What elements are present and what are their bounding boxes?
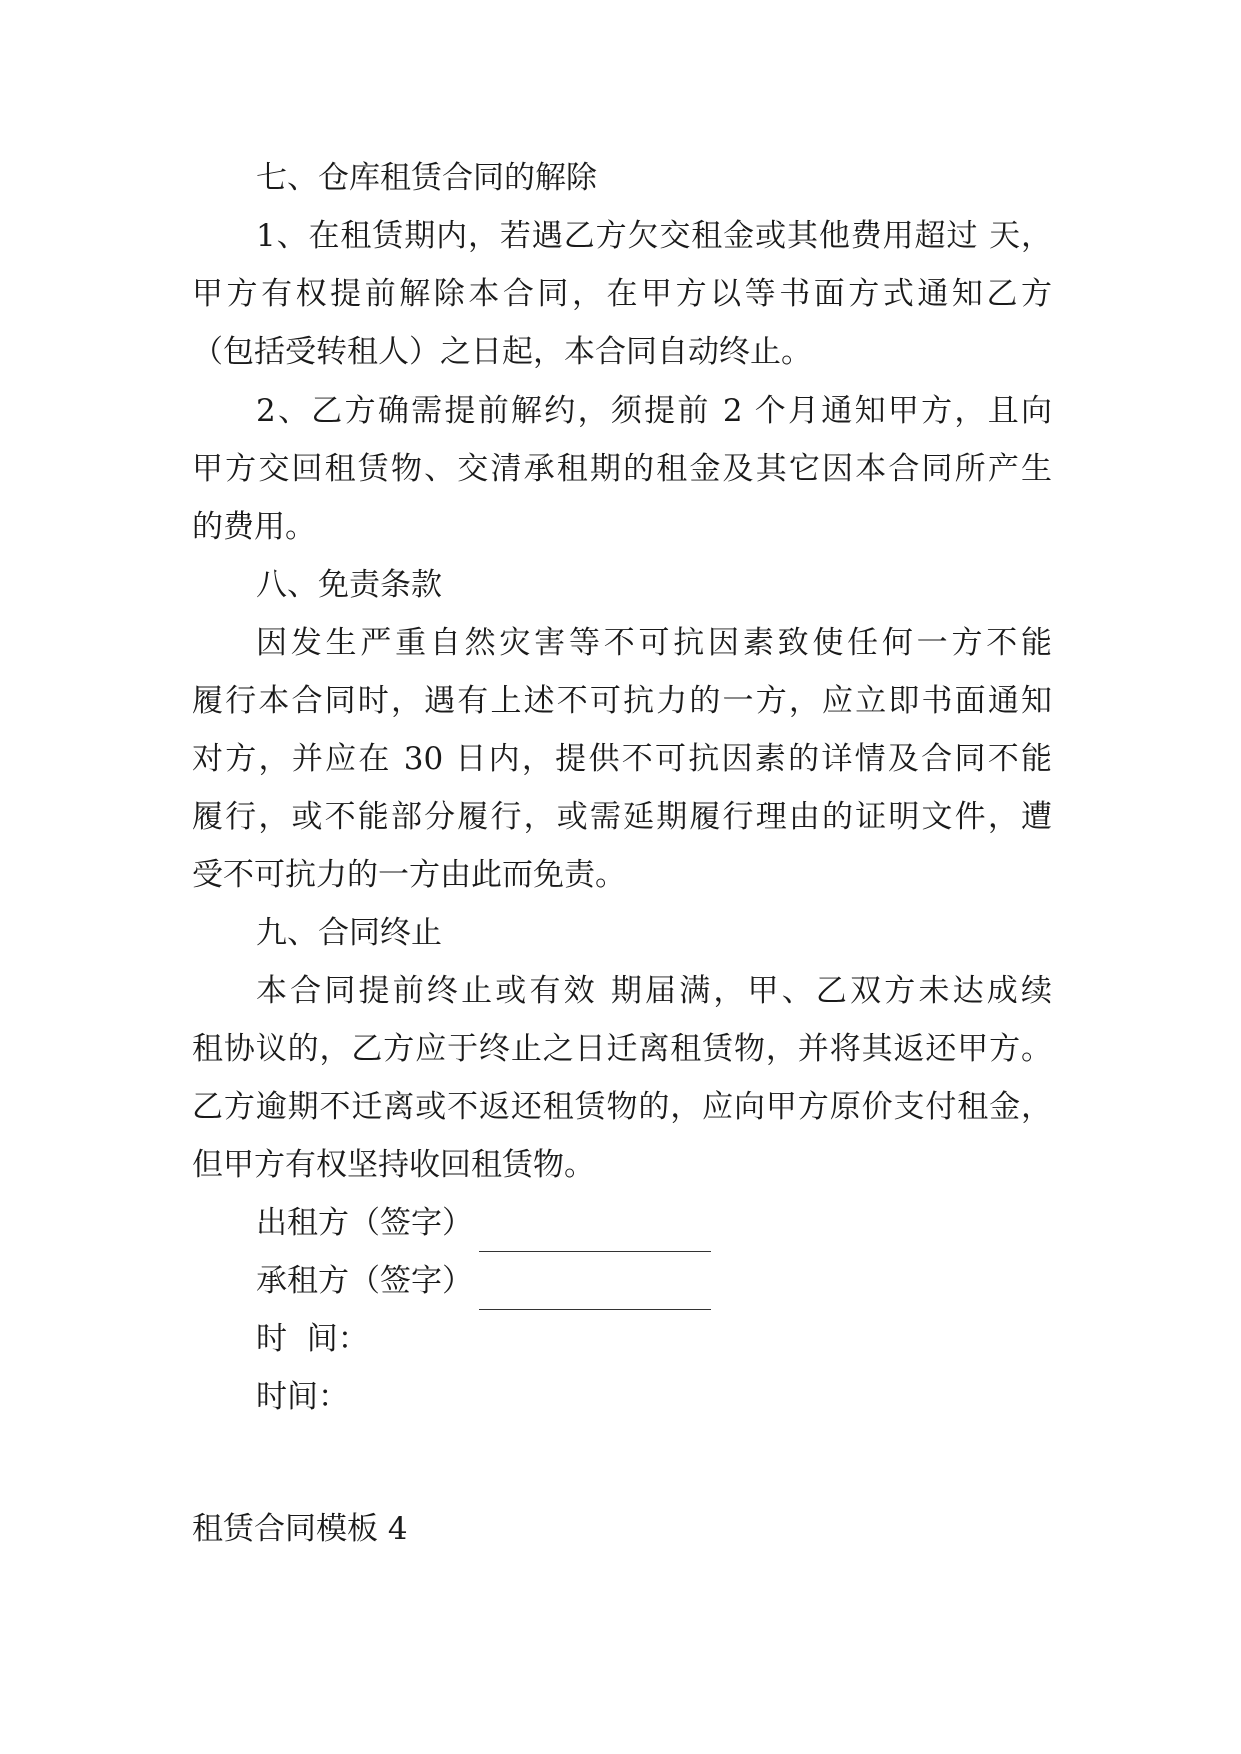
paragraph-line: 因发生严重自然灾害等不可抗因素致使任何一方不能 xyxy=(256,625,1052,661)
lessee-signature-row xyxy=(256,1252,1052,1310)
time-label-lessee: 时间： xyxy=(256,1379,349,1415)
paragraph-line: 但甲方有权坚持收回租赁物。 xyxy=(192,1147,595,1183)
paragraph-line: 乙方逾期不迁离或不返还租赁物的，应向甲方原价支付租金， xyxy=(192,1089,1052,1125)
section-heading-exemption: 八、免责条款 xyxy=(256,567,442,603)
lessee-signature-label: 承租方（签字） xyxy=(256,1263,473,1299)
section-heading-contract-end: 九、合同终止 xyxy=(256,915,442,951)
time-label-lessor: 时 间： xyxy=(256,1321,369,1357)
paragraph-line: 受不可抗力的一方由此而免责。 xyxy=(192,857,626,893)
lessor-signature-row xyxy=(256,1194,1052,1252)
paragraph-line: 甲方交回租赁物、交清承租期的租金及其它因本合同所产生 xyxy=(192,451,1052,487)
lessor-signature-label: 出租方（签字） xyxy=(256,1205,473,1241)
next-section-title: 租赁合同模板 4 xyxy=(192,1511,408,1547)
lessor-signature-blank[interactable] xyxy=(479,1211,711,1252)
paragraph-line: 租协议的，乙方应于终止之日迁离租赁物，并将其返还甲方。 xyxy=(192,1031,1052,1067)
section-heading-termination: 七、仓库租赁合同的解除 xyxy=(256,160,597,196)
paragraph-line: 对方，并应在 30 日内，提供不可抗因素的详情及合同不能 xyxy=(192,741,1052,777)
paragraph-line: 2、乙方确需提前解约，须提前 2 个月通知甲方，且向 xyxy=(256,393,1052,429)
paragraph-line: 本合同提前终止或有效 期届满，甲、乙双方未达成续 xyxy=(256,973,1052,1009)
paragraph-line: 履行本合同时，遇有上述不可抗力的一方，应立即书面通知 xyxy=(192,683,1052,719)
lessee-signature-blank[interactable] xyxy=(479,1269,711,1310)
paragraph-line: （包括受转租人）之日起，本合同自动终止。 xyxy=(192,334,812,370)
paragraph-line: 的费用。 xyxy=(192,509,316,545)
paragraph-line: 甲方有权提前解除本合同，在甲方以等书面方式通知乙方 xyxy=(192,276,1052,312)
paragraph-line: 1、在租赁期内，若遇乙方欠交租金或其他费用超过 天， xyxy=(256,218,1052,254)
paragraph-line: 履行，或不能部分履行，或需延期履行理由的证明文件，遭 xyxy=(192,799,1052,835)
